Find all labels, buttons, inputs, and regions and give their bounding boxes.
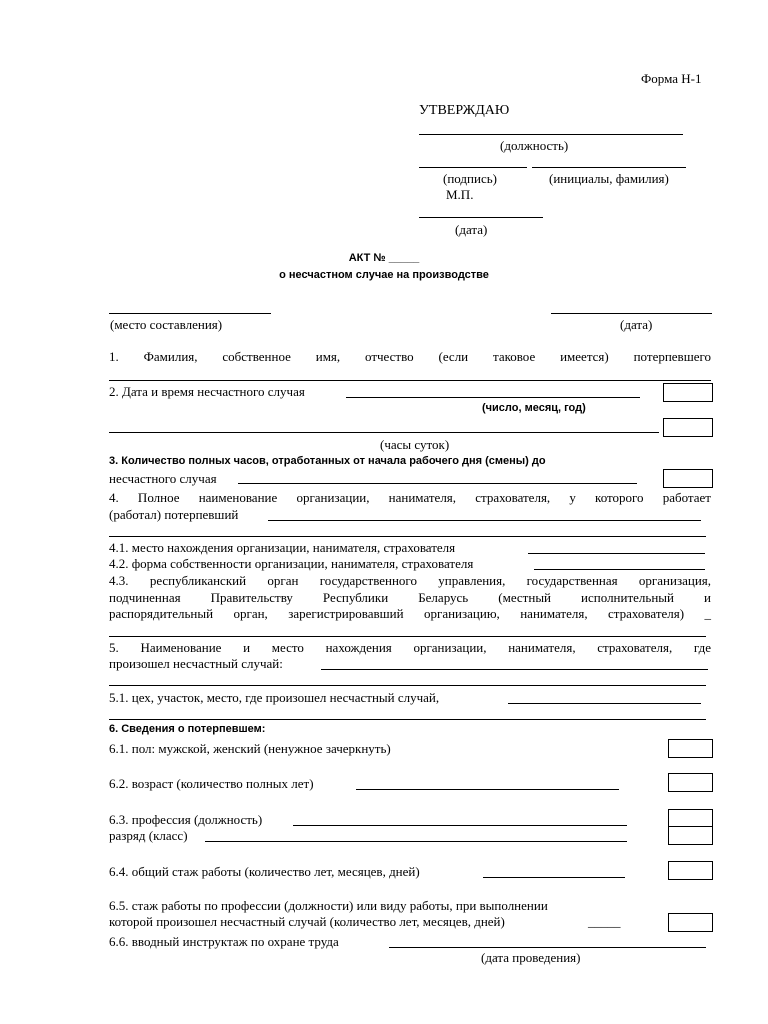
- item-6-victim-heading: 6. Сведения о потерпевшем:: [109, 723, 266, 735]
- item-43-line[interactable]: [109, 636, 706, 637]
- act-title: АКТ № _____: [348, 252, 420, 264]
- item-62-age: 6.2. возраст (количество полных лет): [109, 776, 314, 791]
- item-3-hours-worked: 3. Количество полных часов, отработанных от начала рабочего дня (смены) до: [109, 455, 546, 467]
- form-code: Форма Н-1: [641, 71, 702, 86]
- item-51-line-b[interactable]: [109, 719, 706, 720]
- item-63-rank-box[interactable]: [668, 826, 713, 845]
- item-64-line[interactable]: [483, 877, 625, 878]
- item-66-briefing: 6.6. вводный инструктаж по охране труда: [109, 934, 339, 949]
- item-66-line[interactable]: [389, 947, 706, 948]
- position-caption: (должность): [500, 138, 569, 153]
- name-caption: (инициалы, фамилия): [549, 171, 669, 186]
- item-65-blank[interactable]: _____: [588, 914, 621, 929]
- item-2-caption: (число, месяц, год): [482, 402, 586, 414]
- item-4-line-a[interactable]: [268, 520, 701, 521]
- approve-heading: УТВЕРЖДАЮ: [419, 103, 510, 118]
- item-63-rank-line[interactable]: [205, 841, 627, 842]
- item-4-line-b[interactable]: [109, 536, 706, 537]
- name-line[interactable]: [532, 167, 686, 168]
- item-1-line[interactable]: [109, 380, 711, 381]
- item-62-line[interactable]: [356, 789, 619, 790]
- approve-date-caption: (дата): [455, 222, 488, 237]
- item-2-line[interactable]: [346, 397, 640, 398]
- item-62-box[interactable]: [668, 773, 713, 792]
- act-date-caption: (дата): [620, 317, 653, 332]
- item-2-datetime: 2. Дата и время несчастного случая: [109, 384, 305, 399]
- item-64-box[interactable]: [668, 861, 713, 880]
- item-61-sex: 6.1. пол: мужской, женский (ненужное зачеркнуть): [109, 741, 391, 756]
- place-line[interactable]: [109, 313, 271, 314]
- item-5-line-b[interactable]: [109, 685, 706, 686]
- item-65-profession-experience: которой произошел несчастный случай (количество лет, месяцев, дней): [109, 914, 505, 929]
- act-date-line[interactable]: [551, 313, 712, 314]
- place-caption: (место составления): [110, 317, 223, 332]
- act-subtitle: о несчастном случае на производстве: [279, 269, 489, 281]
- item-43-line2: подчиненная Правительству Республики Беларусь (местный исполнительный и: [109, 590, 711, 605]
- item-5-line-a[interactable]: [321, 669, 708, 670]
- stamp-label: М.П.: [446, 187, 474, 202]
- item-43-line1: 4.3. республиканский орган государственного управления, государственная организация,: [109, 573, 711, 588]
- item-41-location: 4.1. место нахождения организации, нанимателя, страхователя: [109, 540, 456, 555]
- item-66-caption: (дата проведения): [481, 950, 581, 965]
- item-4-organization: 4. Полное наименование организации, нанимателя, страхователя, у которого работает: [109, 490, 711, 505]
- item-51-line-a[interactable]: [508, 703, 701, 704]
- signature-line[interactable]: [419, 167, 527, 168]
- item-5-accident-org: 5. Наименование и место нахождения организации, нанимателя, страхователя, где: [109, 640, 711, 655]
- item-42-line[interactable]: [534, 569, 705, 570]
- item-42-ownership: 4.2. форма собственности организации, нанимателя, страхователя: [109, 556, 474, 571]
- item-65-line1: 6.5. стаж работы по профессии (должности) или виду работы, при выполнении: [109, 898, 548, 913]
- item-51-place: 5.1. цех, участок, место, где произошел несчастный случай,: [109, 690, 440, 705]
- item-1-fullname: 1. Фамилия, собственное имя, отчество (если таковое имеется) потерпевшего: [109, 349, 711, 364]
- item-64-total-experience: 6.4. общий стаж работы (количество лет, месяцев, дней): [109, 864, 420, 879]
- item-2-hours-box[interactable]: [663, 418, 713, 437]
- item-2-hours-caption: (часы суток): [380, 437, 450, 452]
- item-2-code-box[interactable]: [663, 383, 713, 402]
- item-4-line2: (работал) потерпевший: [109, 507, 239, 522]
- signature-caption: (подпись): [443, 171, 497, 186]
- item-61-box[interactable]: [668, 739, 713, 758]
- item-63-profession: 6.3. профессия (должность): [109, 812, 263, 827]
- position-line[interactable]: [419, 134, 683, 135]
- item-3-box[interactable]: [663, 469, 713, 488]
- item-5-line2: произошел несчастный случай:: [109, 656, 283, 671]
- item-41-line[interactable]: [528, 553, 705, 554]
- item-2-hours-line[interactable]: [109, 432, 659, 433]
- approve-date-line[interactable]: [419, 217, 543, 218]
- item-63-rank: разряд (класс): [109, 828, 188, 843]
- item-63-line[interactable]: [293, 825, 627, 826]
- item-65-box[interactable]: [668, 913, 713, 932]
- item-43-line3: распорядительный орган, зарегистрировавший организацию, нанимателя, страхователя) _: [109, 606, 711, 621]
- item-3-line2: несчастного случая: [109, 471, 217, 486]
- item-3-line[interactable]: [238, 483, 637, 484]
